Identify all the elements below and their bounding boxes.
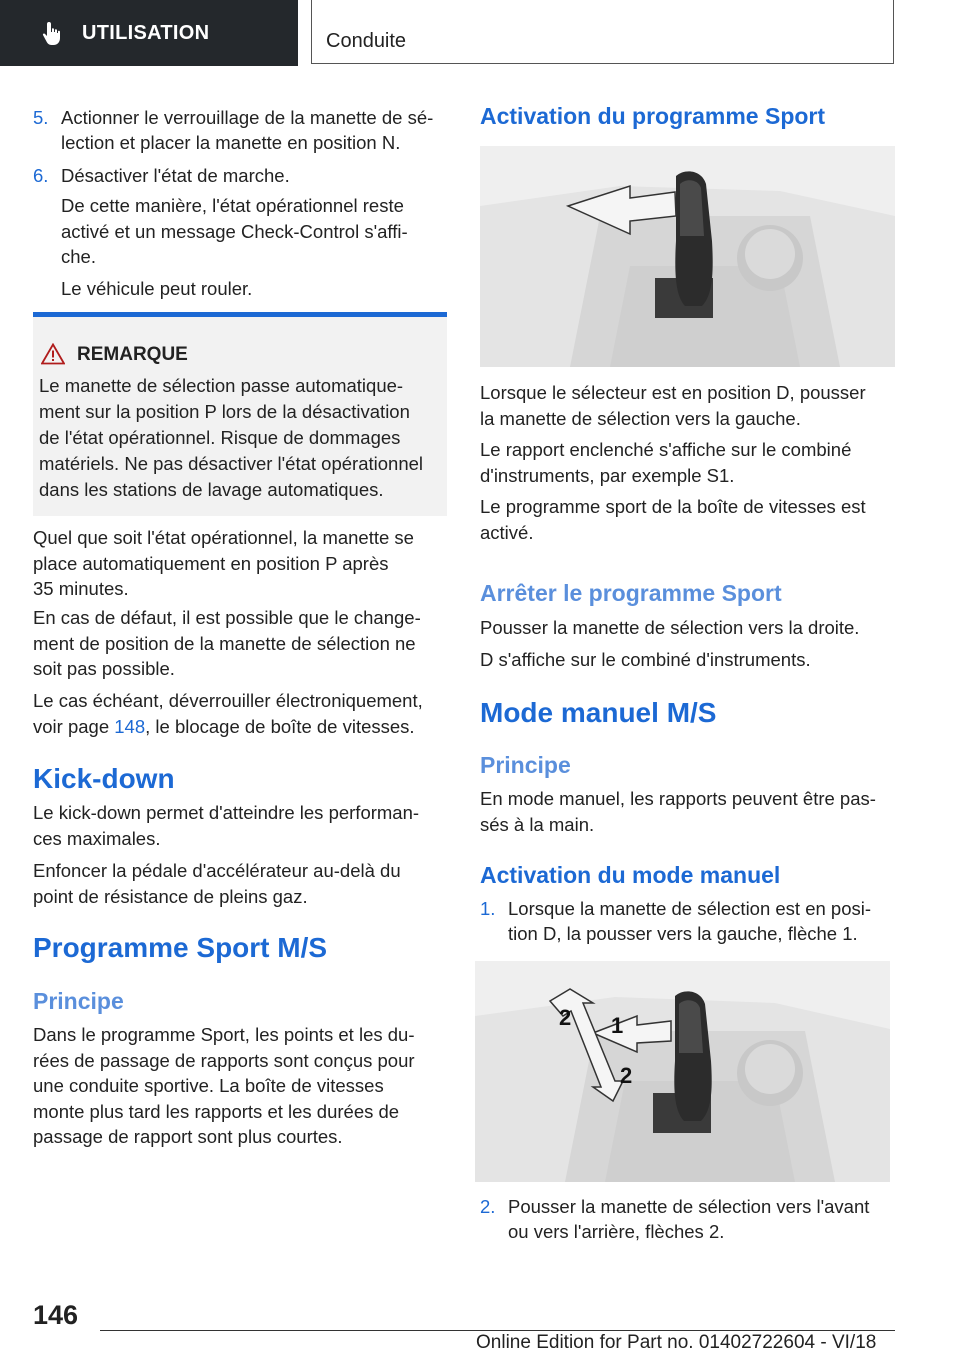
paragraph-unlock xyxy=(33,688,453,739)
text-line: soit pas possible. xyxy=(33,658,175,679)
stop-sport-heading: Arrêter le programme Sport xyxy=(480,580,782,606)
step-number: 6. xyxy=(33,165,49,186)
principe-paragraph xyxy=(33,1022,453,1150)
text-line: che. xyxy=(61,246,96,267)
footer-divider xyxy=(100,1330,895,1331)
activation-sport-heading: Activation du programme Sport xyxy=(480,103,826,129)
hand-pointer-icon xyxy=(40,20,66,46)
text-line: Dans le programme Sport, les points et les du- xyxy=(33,1024,415,1045)
manual-activation-heading: Activation du mode manuel xyxy=(480,862,781,888)
notice-box xyxy=(33,312,447,516)
step-text: ou vers l'arrière, flèches 2. xyxy=(508,1221,725,1242)
manual-principe-heading: Principe xyxy=(480,752,571,778)
gear-selector-photo-manual xyxy=(475,961,890,1182)
step-6-detail-2: Le véhicule peut rouler. xyxy=(61,278,253,299)
arrow-label-2-top: 2 xyxy=(559,1005,572,1030)
gear-selector-photo-sport xyxy=(480,146,895,367)
text-fragment: voir page xyxy=(33,715,115,737)
manual-step-2 xyxy=(480,1194,900,1244)
kickdown-paragraph-2 xyxy=(33,858,453,909)
principe-heading: Principe xyxy=(33,988,124,1014)
section-tab[interactable] xyxy=(0,0,298,66)
step-number: 1. xyxy=(480,898,496,919)
text-line: dans les stations de lavage automatiques. xyxy=(39,479,384,500)
activation-paragraph-2 xyxy=(480,437,900,488)
arrow-label-1: 1 xyxy=(611,1013,624,1038)
step-text: lection et placer la manette en position N. xyxy=(61,132,401,153)
text-line: ment sur la position P lors de la désactivation xyxy=(39,401,410,422)
step-text: Actionner le verrouillage de la manette de sé- xyxy=(61,107,434,128)
chapter-tab-label: Conduite xyxy=(326,30,407,52)
text-line: Le rapport enclenché s'affiche sur le combiné xyxy=(480,439,852,460)
text-line: Le manette de sélection passe automatique- xyxy=(39,375,404,396)
step-text: tion D, la pousser vers la gauche, flèche 1. xyxy=(508,923,858,944)
step-text: Pousser la manette de sélection vers l'avant xyxy=(508,1196,870,1217)
text-line: En cas de défaut, il est possible que le change- xyxy=(33,607,421,628)
text-line: 35 minutes. xyxy=(33,578,129,599)
step-text: Désactiver l'état de marche. xyxy=(61,165,290,186)
text-line: sés à la main. xyxy=(480,813,595,835)
step-number: 2. xyxy=(480,1196,496,1217)
notice-title: REMARQUE xyxy=(77,344,188,365)
text-line: Enfoncer la pédale d'accélérateur au-delà du xyxy=(33,860,401,881)
text-line: Lorsque le sélecteur est en position D, pousser xyxy=(480,382,866,403)
manual-step-1 xyxy=(480,896,900,946)
step-text: Lorsque la manette de sélection est en posi- xyxy=(508,898,872,919)
gear-selector-manual-illustration xyxy=(475,961,890,1182)
text-fragment: , le blocage de boîte de vitesses. xyxy=(145,715,415,737)
section-tab-label: UTILISATION xyxy=(82,21,210,44)
edition-text: Online Edition for Part no. 01402722604 - VI/18 xyxy=(476,1332,877,1353)
text-line: En mode manuel, les rapports peuvent être pas- xyxy=(480,788,876,809)
step-6 xyxy=(33,163,453,188)
manual-mode-heading: Mode manuel M/S xyxy=(480,697,717,728)
paragraph-auto-park xyxy=(33,525,453,602)
step-number: 5. xyxy=(33,107,49,128)
text-line: passage de rapport sont plus courtes. xyxy=(33,1126,343,1147)
text-line: d'instruments, par exemple S1. xyxy=(480,464,735,486)
text-line: Quel que soit l'état opérationnel, la manette se xyxy=(33,527,414,548)
text-line: Le programme sport de la boîte de vitesses est xyxy=(480,496,866,517)
text-line: une conduite sportive. La boîte de vitesses xyxy=(33,1075,384,1096)
text-line: de l'état opérationnel. Risque de dommages xyxy=(39,427,401,448)
text-line: activé. xyxy=(480,521,534,543)
sport-program-heading: Programme Sport M/S xyxy=(33,932,328,963)
activation-paragraph-1 xyxy=(480,380,900,431)
text-line: la manette de sélection vers la gauche. xyxy=(480,407,801,429)
text-line: point de résistance de pleins gaz. xyxy=(33,885,308,907)
arrow-label-2-bottom: 2 xyxy=(620,1063,633,1088)
stop-paragraph-1: Pousser la manette de sélection vers la droite. xyxy=(480,617,860,638)
header-tabs xyxy=(0,0,960,66)
text-line: activé et un message Check-Control s'affi- xyxy=(61,220,408,242)
chapter-tab[interactable] xyxy=(311,0,894,64)
kickdown-paragraph-1 xyxy=(33,800,453,851)
text-line: Le cas échéant, déverrouiller électroniquement, xyxy=(33,690,423,711)
text-line: matériels. Ne pas désactiver l'état opérationnel xyxy=(39,453,424,474)
text-line: Le kick-down permet d'atteindre les performan- xyxy=(33,802,420,823)
text-line: De cette manière, l'état opérationnel reste xyxy=(61,195,404,216)
activation-paragraph-3 xyxy=(480,494,900,545)
page-link[interactable]: 148 xyxy=(114,715,146,737)
stop-paragraph-2: D s'affiche sur le combiné d'instruments. xyxy=(480,649,811,670)
page-number: 146 xyxy=(33,1300,79,1330)
gear-selector-illustration xyxy=(480,146,895,367)
step-5 xyxy=(33,105,453,155)
text-line: monte plus tard les rapports et les durées de xyxy=(33,1100,400,1122)
text-line xyxy=(33,714,453,740)
paragraph-fault xyxy=(33,605,453,682)
warning-triangle-icon xyxy=(41,343,65,365)
text-line: place automatiquement en position P après xyxy=(33,552,389,574)
text-line: rées de passage de rapports sont conçus pour xyxy=(33,1049,415,1071)
text-line: ces maximales. xyxy=(33,827,161,849)
step-6-detail xyxy=(61,193,451,270)
text-line: ment de position de la manette de sélection ne xyxy=(33,632,416,654)
notice-body xyxy=(39,373,443,503)
manual-principe-paragraph xyxy=(480,786,900,837)
kickdown-heading: Kick-down xyxy=(33,763,175,794)
